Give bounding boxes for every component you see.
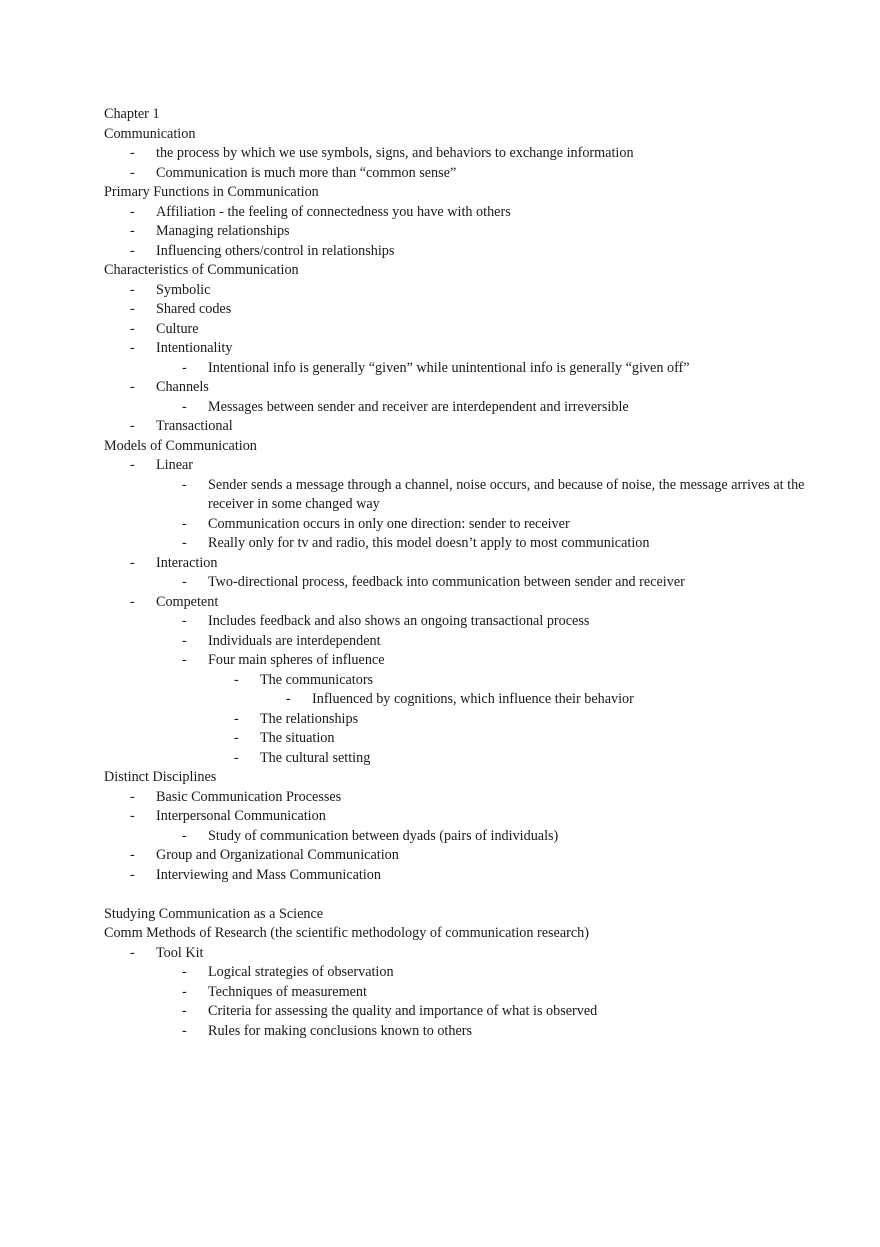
bullet-dash: - [130, 223, 135, 239]
list-item: - The relationships [104, 710, 794, 730]
list-item: - Linear [104, 456, 794, 476]
bullet-dash: - [130, 808, 135, 824]
bullet-dash: - [130, 145, 135, 161]
list-item: - Study of communication between dyads (pairs of individuals) [104, 827, 794, 847]
list-item: - Managing relationships [104, 222, 794, 242]
bullet-dash: - [130, 593, 135, 610]
list-item: - Influencing others/control in relationships [104, 242, 794, 262]
list-item: - Shared codes [104, 300, 794, 320]
section-heading-models: Models of Communication [104, 437, 257, 454]
blank-line [104, 885, 794, 905]
bullet-dash: - [130, 320, 135, 337]
bullet-dash: - [182, 964, 187, 980]
bullet-dash: - [130, 164, 135, 181]
bullet-dash: - [234, 710, 239, 727]
bullet-dash: - [130, 340, 135, 356]
list-item: - Symbolic [104, 281, 794, 301]
section-heading-communication: Communication [104, 125, 196, 142]
list-item: - the process by which we use symbols, signs, and behaviors to exchange information [104, 144, 794, 164]
bullet-dash: - [182, 827, 187, 844]
list-item: - Rules for making conclusions known to others [104, 1022, 794, 1042]
bullet-dash: - [182, 535, 187, 551]
bullet-dash: - [182, 632, 187, 649]
bullet-dash: - [130, 866, 135, 883]
bullet-dash: - [182, 652, 187, 668]
list-item: - Four main spheres of influence [104, 651, 794, 671]
list-item: - Channels [104, 378, 794, 398]
list-item: - Individuals are interdependent [104, 632, 794, 652]
section-heading-methods: Comm Methods of Research (the scientific methodology of communication research) [104, 925, 589, 941]
bullet-dash: - [286, 691, 291, 707]
bullet-dash: - [182, 398, 187, 415]
section-heading-disciplines: Distinct Disciplines [104, 769, 217, 785]
section-heading-characteristics: Characteristics of Communication [104, 262, 299, 278]
list-item: - Criteria for assessing the quality and importance of what is observed [104, 1002, 794, 1022]
list-item: - Tool Kit [104, 944, 794, 964]
bullet-dash: - [234, 671, 239, 688]
list-item: - Interviewing and Mass Communication [104, 866, 794, 886]
list-item: - Techniques of measurement [104, 983, 794, 1003]
bullet-dash: - [130, 457, 135, 473]
list-item: - Messages between sender and receiver are interdependent and irreversible [104, 398, 794, 418]
list-item: - The communicators [104, 671, 794, 691]
bullet-dash: - [234, 730, 239, 746]
bullet-dash: - [130, 379, 135, 395]
list-item: - Communication is much more than “common sense” [104, 164, 794, 184]
bullet-dash: - [130, 788, 135, 805]
list-item: - Two-directional process, feedback into communication between sender and receiver [104, 573, 794, 593]
list-item: - Basic Communication Processes [104, 788, 794, 808]
list-item: - Really only for tv and radio, this model doesn’t apply to most communication [104, 534, 794, 554]
bullet-dash: - [130, 418, 135, 434]
list-item: - Influenced by cognitions, which influence their behavior [104, 690, 794, 710]
list-item: - Transactional [104, 417, 794, 437]
bullet-dash: - [182, 515, 187, 532]
list-item: - Intentionality [104, 339, 794, 359]
list-item: - Group and Organizational Communication [104, 846, 794, 866]
bullet-dash: - [234, 749, 239, 766]
list-item: - Intentional info is generally “given” while unintentional info is generally “given off” [104, 359, 794, 379]
bullet-dash: - [182, 1022, 187, 1039]
list-item: - Culture [104, 320, 794, 340]
bullet-dash: - [130, 944, 135, 961]
bullet-dash: - [130, 203, 135, 220]
chapter-heading: Chapter 1 [104, 106, 160, 122]
list-item: - The situation [104, 729, 794, 749]
document-body [104, 105, 805, 1041]
bullet-dash: - [130, 242, 135, 259]
section-heading-primary-functions: Primary Functions in Communication [104, 184, 319, 200]
bullet-dash: - [182, 1003, 187, 1019]
list-item: - Interaction [104, 554, 794, 574]
bullet-dash: - [182, 613, 187, 629]
list-item: - Communication occurs in only one direction: sender to receiver [104, 515, 794, 535]
bullet-dash: - [130, 281, 135, 298]
list-item: - Competent [104, 593, 794, 613]
bullet-dash: - [182, 359, 187, 376]
bullet-dash: - [182, 574, 187, 590]
list-item: - Interpersonal Communication [104, 807, 794, 827]
bullet-dash: - [130, 847, 135, 863]
list-item: - Sender sends a message through a channel, noise occurs, and because of noise, the message arrives at the receiver in some changed way [182, 476, 805, 512]
section-heading-science: Studying Communication as a Science [104, 905, 324, 922]
bullet-dash: - [182, 983, 187, 1000]
list-item: - Includes feedback and also shows an ongoing transactional process [104, 612, 794, 632]
list-item: - Affiliation - the feeling of connectedness you have with others [104, 203, 794, 223]
bullet-dash: - [130, 554, 135, 571]
list-item: - Logical strategies of observation [104, 963, 794, 983]
bullet-dash: - [182, 476, 187, 493]
bullet-dash: - [130, 301, 135, 317]
list-item: - The cultural setting [104, 749, 794, 769]
